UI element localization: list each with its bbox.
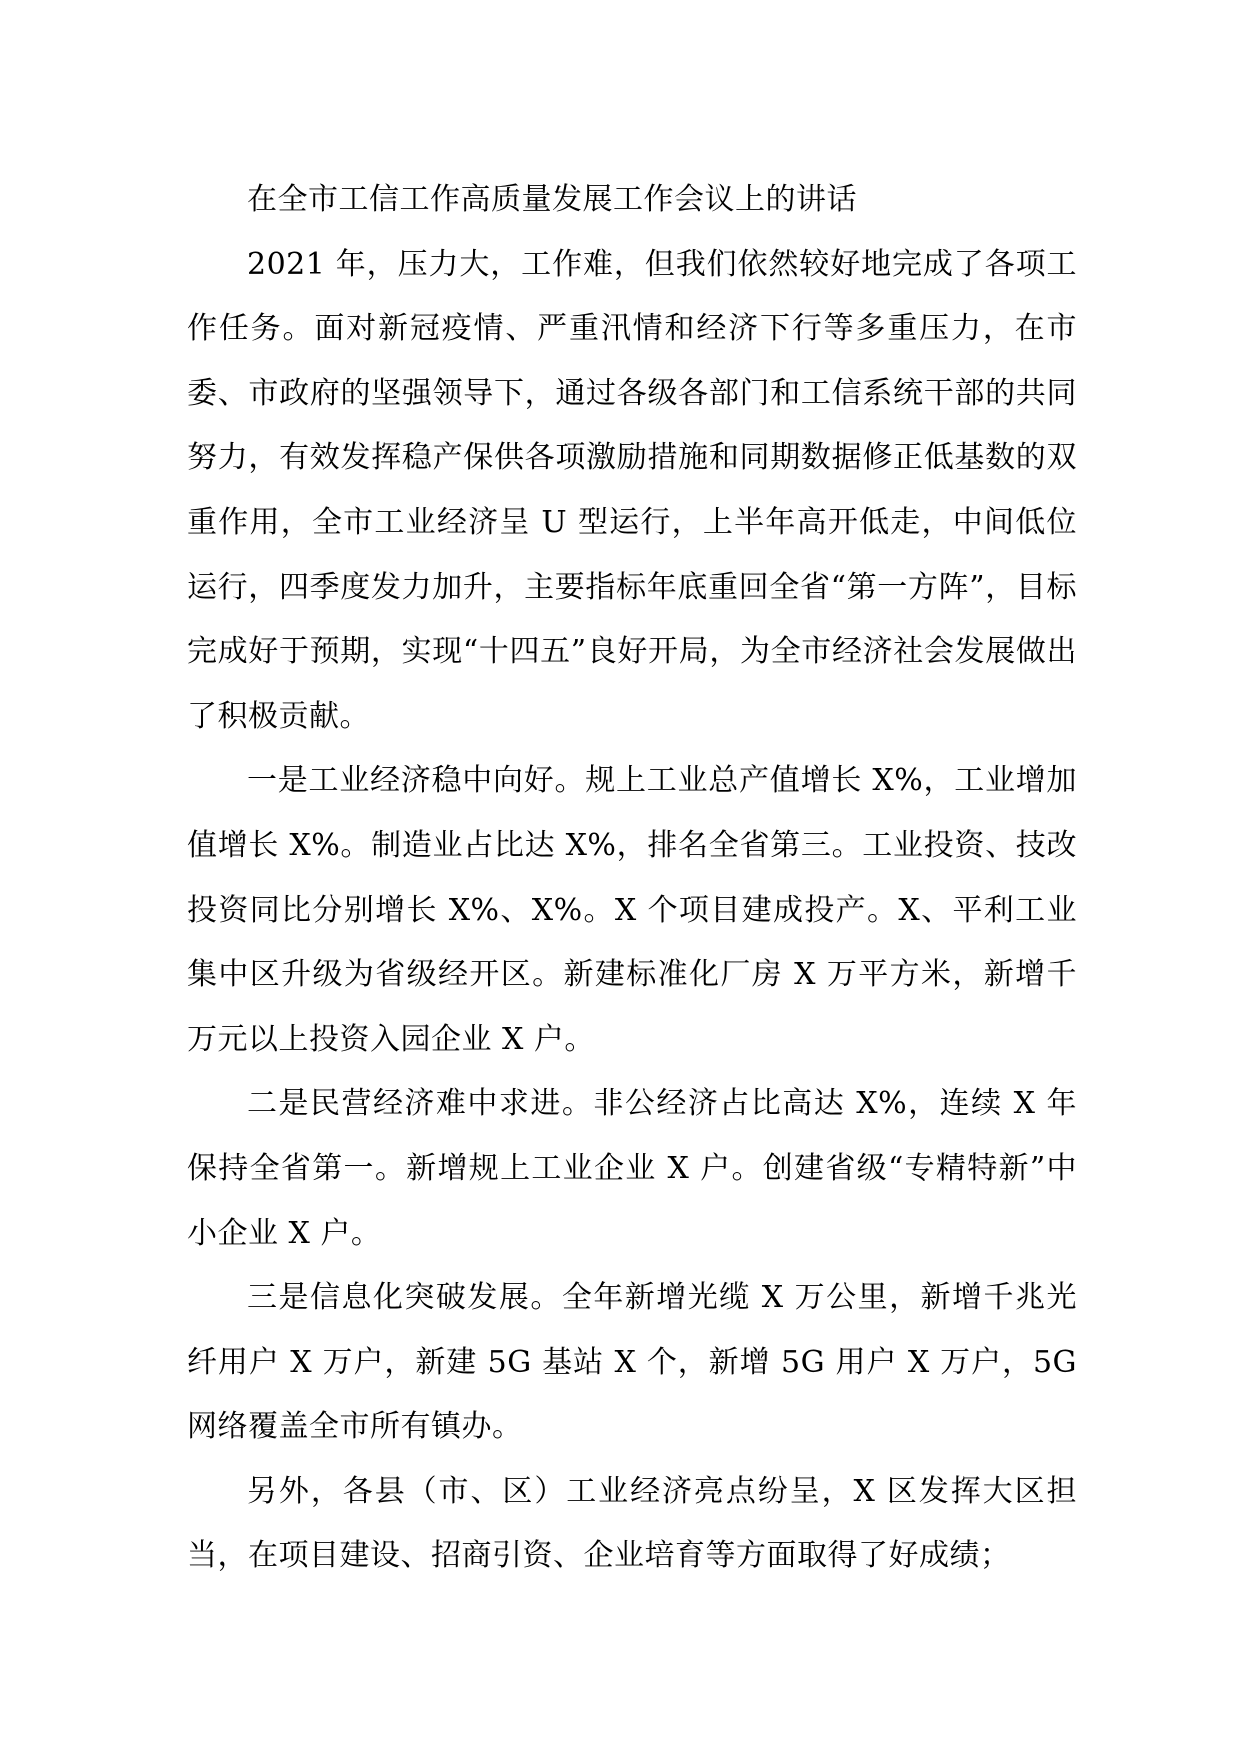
document-body bbox=[187, 168, 1077, 1589]
paragraph-counties: 另外，各县（市、区）工业经济亮点纷呈，X 区发挥大区担当，在项目建设、招商引资、企业培育等方面取得了好成绩； bbox=[187, 1473, 1077, 1574]
paragraph-intro: 2021 年，压力大，工作难，但我们依然较好地完成了各项工作任务。面对新冠疫情、严重汛情和经济下行等多重压力，在市委、市政府的坚强领导下，通过各级各部门和工信系统干部的共同努力，有效发挥稳产保供各项激励措施和同期数据修正低基数的双重作用，全市工业经济呈 U 型运行，上半年高开低走，中间低位运行，四季度发力加升，主要指标年底重回全省“第一方阵”，目标完成好于预期，实现“十四五”良好开局，为全市经济社会发展做出了积极贡献。 bbox=[187, 246, 1077, 734]
document-title: 在全市工信工作高质量发展工作会议上的讲话 bbox=[247, 182, 857, 217]
paragraph-private-economy: 二是民营经济难中求进。非公经济占比高达 X%，连续 X 年保持全省第一。新增规上工业企业 X 户。创建省级“专精特新”中小企业 X 户。 bbox=[187, 1086, 1077, 1251]
paragraph-informatization: 三是信息化突破发展。全年新增光缆 X 万公里，新增千兆光纤用户 X 万户，新建 5G 基站 X 个，新增 5G 用户 X 万户，5G 网络覆盖全市所有镇办。 bbox=[187, 1280, 1077, 1445]
paragraph-industrial-economy: 一是工业经济稳中向好。规上工业总产值增长 X%，工业增加值增长 X%。制造业占比达 X%，排名全省第三。工业投资、技改投资同比分别增长 X%、X%。X 个项目建成投产。X、平利工业集中区升级为省级经开区。新建标准化厂房 X 万平方米，新增千万元以上投资入园企业 X 户。 bbox=[187, 763, 1077, 1057]
